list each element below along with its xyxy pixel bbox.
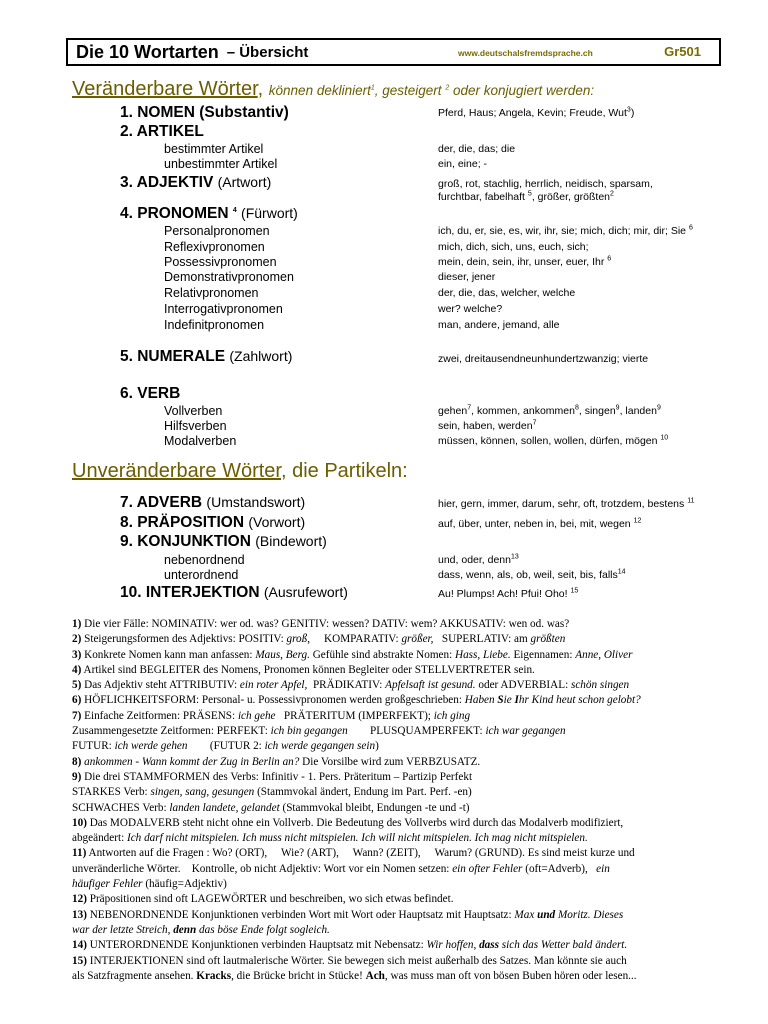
fn: 4: [232, 206, 237, 214]
note-7: [72, 709, 732, 724]
value-nomen: [438, 107, 634, 119]
v: müssen, können, sollen, wollen, dürfen, mögen: [438, 435, 658, 447]
note-3: [72, 648, 732, 663]
v: hier, gern, immer, darum, sehr, oft, trotzdem, bestens: [438, 498, 685, 510]
desc-c: oder konjugiert werden:: [453, 83, 595, 98]
v: , kommen, ankommen: [471, 405, 575, 417]
value-art-unbest: ein, eine; -: [438, 158, 488, 170]
note-2: [72, 632, 732, 647]
row-verb-modal: [0, 434, 768, 450]
t: schön singen: [570, 679, 630, 692]
fn: 15: [570, 587, 579, 595]
t: Das Adjektiv steht ATTRIBUTIV:: [84, 679, 240, 692]
fn: 14: [617, 568, 626, 576]
label-pron-refl: Reflexivpronomen: [164, 240, 265, 254]
t: Antworten auf die Fragen : Wo? (ORT), Wie? (ART), Wann? (ZEIT), Warum? (GRUND). Es sind meist kurze und: [88, 847, 635, 860]
row-pron-poss: [0, 255, 768, 271]
value-pron-poss: [438, 256, 611, 268]
section-changeable: [72, 78, 594, 101]
t: dass: [479, 939, 499, 952]
note-konj: (Bindewort): [255, 533, 327, 549]
value-konj-unter: [438, 569, 626, 581]
v: Pferd, Haus; Angela, Kevin; Freude, Wut: [438, 107, 627, 119]
row-verb-voll: [0, 404, 768, 420]
fn: 5: [527, 190, 532, 198]
t: war der letzte Streich,: [72, 923, 174, 936]
t: S: [497, 694, 504, 707]
t: PRÄDIKATIV:: [307, 679, 386, 692]
v: , landen: [619, 405, 657, 417]
t: ich gehe: [237, 709, 276, 722]
t: landen landete, gelandet: [169, 801, 280, 814]
v: Au! Plumps! Ach! Pfui! Oho!: [438, 588, 568, 600]
note-11: [72, 846, 732, 861]
header-box: [66, 38, 721, 66]
note-adjektiv: (Artwort): [217, 174, 272, 190]
t: oder ADVERBIAL:: [475, 679, 571, 692]
label-nomen: 1. NOMEN (Substantiv): [120, 104, 289, 121]
note-pronomen: (Fürwort): [241, 205, 298, 221]
value-praep: [438, 518, 641, 530]
t: Konkrete Nomen kann man anfassen:: [84, 648, 256, 661]
website-link[interactable]: www.deutschalsfremdsprache.ch: [458, 48, 593, 58]
t: (Stammvokal ändert, Endung im Part. Perf. -en): [254, 786, 472, 799]
value-verb-hilf: [438, 420, 536, 432]
row-pron-pers: [0, 224, 768, 240]
page-title: Die 10 Wortarten: [76, 41, 219, 62]
note-num: 8): [72, 755, 82, 768]
t: ankommen - Wann kommt der Zug in Berlin an?: [84, 755, 300, 768]
t: HÖFLICHKEITSFORM: Personal- u. Possessivpronomen werden großgeschrieben:: [84, 694, 465, 707]
v: ich, du, er, sie, es, wir, ihr, sie; mich, dich; mir, dir; Sie: [438, 225, 687, 237]
label-verb-hilf: Hilfsverben: [164, 419, 227, 433]
section-unchangeable: [72, 460, 408, 483]
note-7b: [72, 724, 732, 739]
v: dass, wenn, als, ob, weil, seit, bis, falls: [438, 569, 618, 581]
label-konj-neben: nebenordnend: [164, 553, 245, 567]
note-adverb: (Umstandswort): [206, 494, 306, 510]
value-pron-int: wer? welche?: [438, 303, 503, 315]
note-num: 15): [72, 954, 87, 967]
t: ): [375, 740, 379, 753]
row-adjektiv: [0, 174, 768, 190]
t: als Satzfragmente ansehen.: [72, 969, 197, 982]
t: , was muss man oft von bösen Buben hören oder lesen...: [384, 969, 637, 982]
t: Die vier Fälle: NOMINATIV: wer od. was? GENITIV: wessen? DATIV: wem? AKKUSATIV: wen od. was?: [84, 618, 570, 630]
note-10b: [72, 831, 732, 846]
label-numerale: 5. NUMERALE: [120, 348, 226, 365]
page-subtitle: – Übersicht: [226, 43, 309, 61]
label-interj: 10. INTERJEKTION: [120, 584, 260, 601]
note-11b: [72, 862, 732, 877]
note-5: [72, 678, 732, 693]
row-pron-int: [0, 302, 768, 318]
note-13: [72, 908, 732, 923]
fn: 13: [510, 553, 519, 561]
t: Hass, Liebe.: [455, 648, 511, 661]
t: und: [537, 908, 556, 921]
row-pron-rel: [0, 286, 768, 302]
row-pronomen: [0, 205, 768, 221]
fn: 9: [615, 404, 620, 412]
note-numerale: (Zahlwort): [229, 348, 293, 364]
section-comma: ,: [257, 78, 264, 100]
value-verb-voll: [438, 405, 661, 417]
t: Haben: [464, 694, 498, 707]
value-verb-modal: [438, 435, 668, 447]
t: I: [514, 694, 519, 707]
note-14: [72, 938, 732, 953]
fn: 6: [688, 224, 693, 232]
row-artikel: [0, 123, 768, 139]
note-num: 1): [72, 618, 82, 630]
t: NEBENORDNENDE Konjunktionen verbinden Wort mit Wort oder Hauptsatz mit Hauptsatz:: [89, 908, 515, 921]
value-pron-refl: mich, dich, sich, uns, euch, sich;: [438, 241, 589, 253]
note-num: 2): [72, 633, 82, 646]
note-num: 9): [72, 770, 82, 783]
t: Wir hoffen,: [426, 939, 480, 952]
fn: 2: [610, 190, 614, 198]
value-pron-pers: [438, 225, 693, 237]
row-verb: [0, 385, 768, 401]
note-7c: [72, 739, 732, 754]
value-adjektiv: groß, rot, stachlig, herrlich, neidisch, sparsam,: [438, 178, 653, 190]
t: ein: [596, 862, 610, 875]
value-pron-indef: man, andere, jemand, alle: [438, 319, 560, 331]
t: (Stammvokal bleibt, Endungen -te und -t): [279, 801, 470, 814]
t: Kracks: [196, 969, 232, 982]
note-num: 7): [72, 709, 82, 722]
fn: 7: [467, 404, 472, 412]
t: Gefühle sind abstrakte Nomen:: [309, 648, 455, 661]
row-verb-hilf: [0, 419, 768, 435]
t: denn: [173, 923, 197, 936]
t: SCHWACHES Verb:: [72, 801, 170, 814]
label-pron-rel: Relativpronomen: [164, 286, 259, 300]
label-pron-dem: Demonstrativpronomen: [164, 270, 294, 284]
t: (oft=Adverb),: [522, 862, 597, 875]
t: Max: [514, 908, 538, 921]
t: unveränderliche Wörter. Kontrolle, ob nicht Adjektiv: Wort vor ein Nomen setzen:: [72, 862, 453, 875]
row-art-unbest: [0, 157, 768, 173]
t: Ach: [365, 969, 385, 982]
t: Moritz. Dieses: [555, 908, 624, 921]
note-num: 14): [72, 939, 87, 952]
value-adjektiv-2: [438, 191, 614, 203]
row-interj: [0, 584, 768, 600]
note-9c: [72, 801, 732, 816]
t: ein ofter Fehler: [452, 862, 523, 875]
t: Ich darf nicht mitspielen. Ich muss nicht mitspielen. Ich will nicht mitspielen. Ich mag nicht mitspielen.: [126, 832, 588, 845]
note-12: [72, 892, 732, 907]
note-interj: (Ausrufewort): [263, 584, 348, 600]
note-1: [72, 617, 732, 632]
note-num: 5): [72, 679, 82, 692]
fn: 10: [660, 434, 669, 442]
fn: 11: [687, 497, 695, 505]
note-15: [72, 954, 732, 969]
row-konj: [0, 533, 768, 549]
t: Die drei STAMMFORMEN des Verbs: Infinitiv - 1. Pers. Präteritum – Partizip Perfekt: [84, 770, 473, 783]
note-9b: [72, 785, 732, 800]
t: KOMPARATIV:: [310, 633, 402, 646]
t: Einfache Zeitformen: PRÄSENS:: [84, 709, 238, 722]
t: Steigerungsformen des Adjektivs: POSITIV:: [84, 633, 287, 646]
section-title: Unveränderbare Wörter: [72, 460, 281, 482]
t: FUTUR:: [72, 740, 115, 753]
t: (FUTUR 2:: [187, 740, 265, 753]
t: Das MODALVERB steht nicht ohne ein Vollverb. Die Bedeutung des Vollverbs wird durch das Modalverb modifiziert,: [89, 816, 624, 829]
label-pron-pers: Personalpronomen: [164, 224, 270, 238]
value-numerale: zwei, dreitausendneunhundertzwanzig; vierte: [438, 353, 649, 365]
note-15b: [72, 969, 732, 984]
t: SUPERLATIV: am: [433, 633, 531, 646]
fn: 6: [607, 255, 612, 263]
row-konj-neben: [0, 553, 768, 569]
t: ein roter Apfel,: [239, 679, 308, 692]
t: ie: [503, 694, 515, 707]
v: gehen: [438, 405, 468, 417]
t: ich werde gegangen sein: [264, 740, 376, 753]
note-11c: [72, 877, 732, 892]
fn: 7: [532, 419, 537, 427]
fn: 3: [626, 106, 631, 114]
label-konj: 9. KONJUNKTION: [120, 533, 251, 550]
note-num: 12): [72, 893, 87, 906]
tail: ): [630, 107, 635, 119]
t: UNTERORDNENDE Konjunktionen verbinden Hauptsatz mit Nebensatz:: [89, 939, 427, 952]
t: ich ging: [433, 709, 471, 722]
fn-2: 2: [445, 84, 450, 92]
label-verb-modal: Modalverben: [164, 434, 237, 448]
label-pron-poss: Possessivpronomen: [164, 255, 277, 269]
row-adverb: [0, 494, 768, 510]
t: STARKES Verb:: [72, 786, 151, 799]
note-num: 13): [72, 908, 87, 921]
v: , singen: [578, 405, 616, 417]
value-interj: [438, 588, 578, 600]
t: häufiger Fehler: [72, 878, 143, 891]
label-pronomen: 4. PRONOMEN: [120, 205, 229, 222]
fn: 8: [574, 404, 579, 412]
t: Zusammengesetzte Zeitformen: PERFEKT:: [72, 725, 271, 738]
t: PLUSQUAMPERFEKT:: [347, 725, 486, 738]
row-konj-unter: [0, 568, 768, 584]
note-num: 10): [72, 816, 87, 829]
note-13b: [72, 923, 732, 938]
value-pron-dem: dieser, jener: [438, 271, 496, 283]
row-pron-dem: [0, 270, 768, 286]
note-num: 11): [72, 847, 87, 860]
note-num: 3): [72, 648, 82, 661]
t: Apfelsaft ist gesund.: [385, 679, 476, 692]
label-art-best: bestimmter Artikel: [164, 142, 264, 156]
label-verb: 6. VERB: [120, 385, 181, 402]
t: (häufig=Adjektiv): [142, 878, 227, 891]
note-num: 6): [72, 694, 82, 707]
t: größten: [530, 633, 566, 646]
value-adverb: [438, 498, 694, 510]
note-10: [72, 816, 732, 831]
t: größer,: [401, 633, 434, 646]
t: PRÄTERITUM (IMPERFEKT);: [275, 709, 434, 722]
label-adjektiv: 3. ADJEKTIV: [120, 174, 214, 191]
note-praep: (Vorwort): [248, 514, 306, 530]
t: Artikel sind BEGLEITER des Nomens, Pronomen können Begleiter oder STELLVERTRETER sein.: [83, 663, 535, 676]
row-numerale: [0, 348, 768, 364]
t: Eigennamen:: [510, 648, 576, 661]
note-num: 4): [72, 663, 82, 676]
t: , die Brücke bricht in Stücke!: [231, 969, 366, 982]
fn: 12: [633, 517, 642, 525]
t: groß,: [286, 633, 311, 646]
value-konj-neben: [438, 554, 519, 566]
value-art-best: der, die, das; die: [438, 143, 516, 155]
section-rest: , die Partikeln:: [280, 460, 408, 482]
v: furchtbar, fabelhaft: [438, 191, 525, 203]
note-8: [72, 755, 732, 770]
fn: 9: [656, 404, 661, 412]
t: INTERJEKTIONEN sind oft lautmalerische Wörter. Sie bewegen sich meist außerhalb des Satzes. Man könnte sie auch: [89, 954, 627, 967]
t: Präpositionen sind oft LAGEWÖRTER und beschreiben, wo sich etwas befindet.: [89, 893, 454, 906]
label-art-unbest: unbestimmter Artikel: [164, 157, 278, 171]
label-konj-unter: unterordnend: [164, 568, 239, 582]
t: ich war gegangen: [485, 725, 566, 738]
label-pron-int: Interrogativpronomen: [164, 302, 283, 316]
section-title: Veränderbare Wörter: [72, 78, 258, 100]
t: Maus, Berg.: [255, 648, 310, 661]
desc-a: können dekliniert: [268, 83, 371, 98]
row-nomen: [0, 104, 768, 120]
t: Anne, Oliver: [575, 648, 633, 661]
row-art-best: [0, 142, 768, 158]
label-adverb: 7. ADVERB: [120, 494, 203, 511]
row-pron-indef: [0, 318, 768, 334]
footnotes: [72, 617, 732, 984]
desc-b: , gesteigert: [374, 83, 442, 98]
v: auf, über, unter, neben in, bei, mit, wegen: [438, 518, 631, 530]
v: sein, haben, werden: [438, 420, 533, 432]
row-pron-refl: [0, 240, 768, 256]
t: das böse Ende folgt sogleich.: [196, 923, 330, 936]
value-pron-rel: der, die, das, welcher, welche: [438, 287, 576, 299]
t: abgeändert:: [72, 832, 127, 845]
note-6: [72, 693, 732, 708]
t: hr Kind heut schon gelobt?: [518, 694, 641, 707]
t: Die Vorsilbe wird zum VERBZUSATZ.: [299, 755, 481, 768]
t: singen, sang, gesungen: [150, 786, 255, 799]
v: mein, dein, sein, ihr, unser, euer, Ihr: [438, 256, 605, 268]
note-4: [72, 663, 732, 678]
label-artikel: 2. ARTIKEL: [120, 123, 204, 140]
doc-code: Gr501: [664, 44, 701, 59]
note-9: [72, 770, 732, 785]
fn-1: 1: [370, 84, 375, 92]
v: und, oder, denn: [438, 554, 511, 566]
label-verb-voll: Vollverben: [164, 404, 223, 418]
t: ich bin gegangen: [270, 725, 348, 738]
row-praep: [0, 514, 768, 530]
v: , größer, größten: [531, 191, 611, 203]
t: ich werde gehen: [114, 740, 188, 753]
t: sich das Wetter bald ändert.: [498, 939, 628, 952]
label-praep: 8. PRÄPOSITION: [120, 514, 245, 531]
label-pron-indef: Indefinitpronomen: [164, 318, 265, 332]
